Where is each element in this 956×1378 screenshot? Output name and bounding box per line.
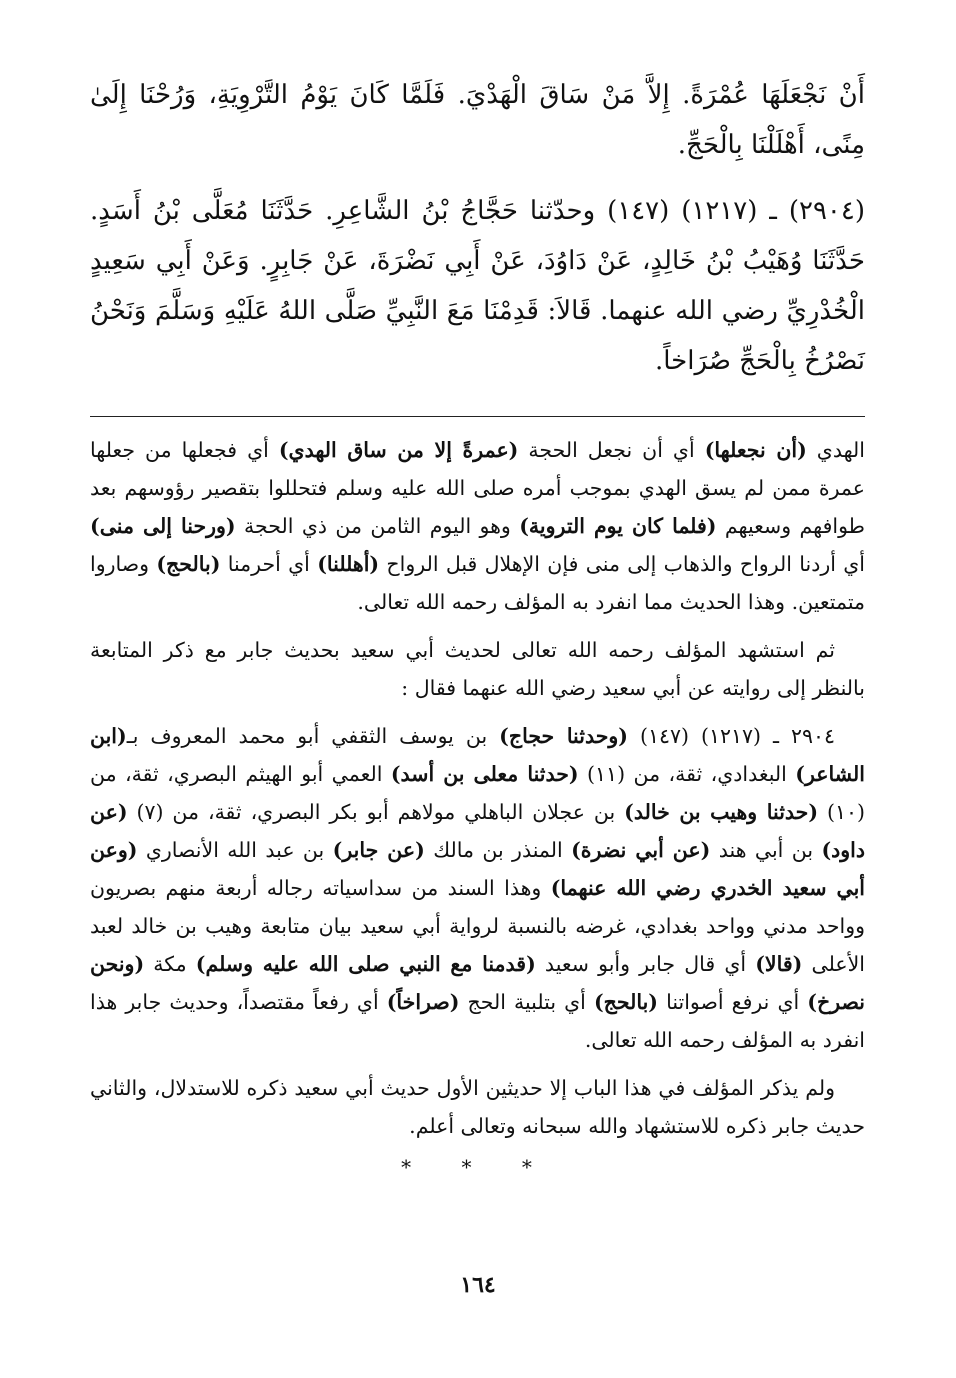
- commentary-quote: (بالحج): [156, 552, 221, 576]
- commentary-text: الهدي: [806, 438, 865, 462]
- page-body: [90, 70, 865, 1179]
- commentary-quote: (وحدثنا حجاج): [499, 724, 628, 748]
- commentary-text: ٢٩٠٤ ـ (١٢١٧) (١٤٧): [627, 724, 836, 748]
- commentary-text: أي قال جابر وأبو سعيد: [535, 952, 756, 976]
- hadith-paragraph-2: (٢٩٠٤) ـ (١٢١٧) (١٤٧) وحدّثنا حَجَّاجُ بْنُ الشَّاعِرِ. حَدَّثَنَا مُعَلَّى بْنُ أَسَدٍ. حَدَّثَنَا وُهَيْبُ بْنُ خَالِدٍ، عَنْ دَاوُدَ، عَنْ أَبِي نَضْرَةَ، عَنْ جَابِرٍ. وَعَنْ أَبِي سَعِيدٍ الْخُدْرِيِّ رضي الله عنهما. قَالاَ: قَدِمْنَا مَعَ النَّبِيِّ صَلَّى اللهُ عَلَيْهِ وَسَلَّمَ وَنَحْنُ نَصْرُخُ بِالْحَجِّ صُرَاخاً.: [90, 196, 865, 376]
- commentary-quote: (بالحج): [593, 990, 658, 1014]
- commentary-quote: (أهللنا): [317, 552, 380, 576]
- commentary-text: البغدادي، ثقة، من (١١): [578, 762, 796, 786]
- hadith-text: [90, 70, 865, 386]
- commentary-quote: (صراخاً): [386, 990, 460, 1014]
- commentary-text: وصاروا متمتعين. وهذا الحديث مما انفرد به المؤلف رحمه الله تعالى.: [90, 552, 865, 614]
- commentary-text: بن عبد الله الأنصاري: [137, 838, 333, 862]
- commentary-text: بن عجلان الباهلي مولاهم أبو بكر البصري، ثقة، من (٧): [127, 800, 625, 824]
- commentary-quote: (عمرةً إلا من ساق الهدي): [278, 438, 519, 462]
- commentary-text: وهو اليوم الثامن من ذي الحجة: [235, 514, 520, 538]
- commentary-quote: (فلما كان يوم التروية): [519, 514, 717, 538]
- commentary-quote: (عن جابر): [332, 838, 425, 862]
- commentary-text: أي نرفع أصواتنا: [658, 990, 808, 1014]
- hadith-paragraph-1: أَنْ نَجْعَلَهَا عُمْرَةً. إِلاَّ مَنْ سَاقَ الْهَدْيَ. فَلَمَّا كَانَ يَوْمُ التَّرْوِيَةِ، وَرُحْنَا إِلَىٰ مِنًى، أَهْلَلْنَا بِالْحَجِّ.: [90, 80, 865, 160]
- commentary-text: مكة: [144, 952, 196, 976]
- commentary-paragraph-2: ثم استشهد المؤلف رحمه الله تعالى لحديث أبي سعيد بحديث جابر مع ذكر المتابعة بالنظر إلى روايته عن أبي سعيد رضي الله عنهما فقال :: [90, 638, 865, 700]
- commentary-text: أي فجعلها من جعلها عمرة ممن لم يسق الهدي بموجب أمره صلى الله عليه وسلم فتحللوا بتقصير رؤوسهم بعد طوافهم وسعيهم: [90, 438, 865, 538]
- commentary-paragraph-1: [90, 431, 865, 621]
- commentary-text: أي أحرمنا: [220, 552, 318, 576]
- commentary-text: بن يوسف الثقفي أبو محمد المعروف بـ: [126, 724, 500, 748]
- commentary-text: وهذا السند من سداسياته رجاله أربعة منهم بصريون وواحد مدني وواحد بغدادي، غرضه بالنسبة لرواية أبي سعيد بيان متابعة وهيب بن خالد لعبد الأعلى: [90, 876, 866, 976]
- commentary: [90, 431, 865, 1179]
- commentary-quote: (قالا): [755, 952, 803, 976]
- commentary-quote: (وعن أبي سعيد الخدري رضي الله عنهما): [90, 838, 866, 900]
- commentary-quote: (ابن الشاعر): [90, 724, 865, 786]
- commentary-quote: (ونحن نصرخ): [90, 952, 865, 1014]
- commentary-quote: (عن داود): [90, 800, 866, 862]
- commentary-quote: (ورحنا إلى منى): [90, 514, 236, 538]
- commentary-text: أي رفعاً مقتصداً، وحديث جابر هذا انفرد به المؤلف رحمه الله تعالى.: [90, 990, 865, 1052]
- commentary-text: العمي أبو الهيثم البصري، ثقة، من (١٠): [90, 762, 865, 824]
- footnote-divider: [90, 416, 865, 417]
- section-end-stars: * * *: [401, 1155, 554, 1179]
- commentary-quote: (عن أبي نضرة): [571, 838, 711, 862]
- commentary-paragraph-4: ولم يذكر المؤلف في هذا الباب إلا حديثين الأول حديث أبي سعيد ذكره للاستدلال، والثاني حديث جابر ذكره للاستشهاد والله سبحانه وتعالى أعلم.: [90, 1076, 865, 1138]
- commentary-quote: (قدمنا مع النبي صلى الله عليه وسلم): [195, 952, 536, 976]
- page-number: ١٦٤: [460, 1272, 496, 1298]
- commentary-text: بن أبي هند: [710, 838, 822, 862]
- commentary-quote: (حدثنا وهيب بن خالد): [624, 800, 819, 824]
- commentary-quote: (حدثنا معلى بن أسد): [390, 762, 579, 786]
- commentary-quote: (أن نجعلها): [704, 438, 807, 462]
- commentary-text: أي أردنا الرواح والذهاب إلى منى فإن الإهلال قبل الرواح: [379, 552, 865, 576]
- commentary-text: أي بتلبية الحج: [459, 990, 594, 1014]
- commentary-text: أي أن نجعل الحجة: [518, 438, 705, 462]
- commentary-paragraph-3: [90, 717, 865, 1059]
- commentary-text: المنذر بن مالك: [424, 838, 572, 862]
